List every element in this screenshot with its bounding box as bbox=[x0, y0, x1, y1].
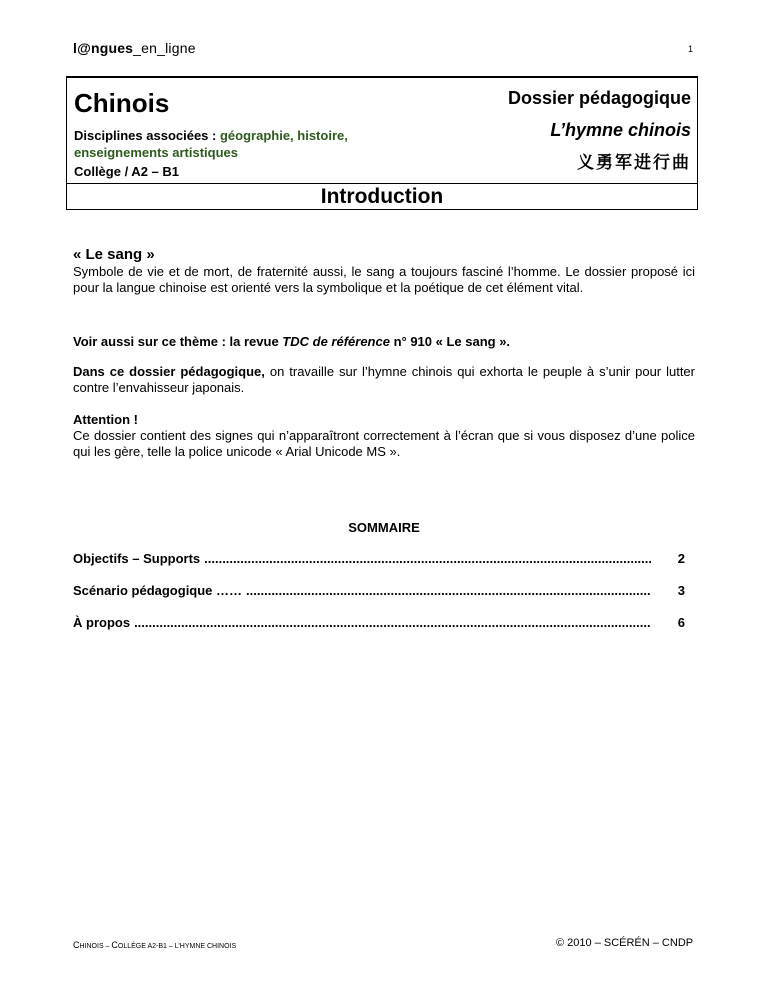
dossier-text: on travaille sur l’hymne chinois qui exhorta le peuple à s’unir pour lutter contre l’envahisseur japonais. bbox=[73, 364, 695, 395]
attention-paragraph bbox=[73, 412, 695, 460]
footer-part: HINOIS – bbox=[79, 943, 112, 950]
toc-item-scenario[interactable] bbox=[73, 583, 685, 598]
toc-title: SOMMAIRE bbox=[348, 520, 420, 535]
title-block bbox=[66, 76, 698, 184]
toc-dot-leader bbox=[134, 615, 651, 630]
disciplines-list: géographie, histoire, enseignements artistiques bbox=[74, 128, 348, 160]
section-title: « Le sang » bbox=[73, 246, 155, 263]
toc-item-objectifs[interactable] bbox=[73, 551, 685, 566]
dossier-bold-lead: Dans ce dossier pédagogique, bbox=[73, 364, 265, 379]
dossier-label: Dossier pédagogique bbox=[507, 88, 691, 108]
toc-item-label: À propos bbox=[73, 615, 131, 630]
footer-document-title bbox=[73, 940, 236, 950]
hymn-title: L’hymne chinois bbox=[550, 120, 691, 140]
attention-title: Attention ! bbox=[73, 412, 138, 427]
toc-dot-leader bbox=[246, 583, 651, 598]
disciplines-prefix: Disciplines associées : bbox=[74, 128, 217, 143]
intro-paragraph: Symbole de vie et de mort, de fraternité aussi, le sang a toujours fasciné l’homme. Le dossier proposé ici pour la langue chinoise est orienté vers la symbolique et la poétique de cet élément vital. bbox=[73, 264, 695, 295]
footer-part: OLLÈGE A2-B1 – L’ bbox=[117, 943, 180, 950]
footer-part: C bbox=[111, 940, 118, 950]
introduction-heading: Introduction bbox=[66, 183, 698, 210]
level-label: Collège / A2 – B1 bbox=[74, 164, 179, 179]
toc-item-apropos[interactable] bbox=[73, 615, 685, 630]
toc-item-label: Scénario pédagogique …… bbox=[73, 583, 243, 598]
disciplines bbox=[74, 127, 364, 161]
see-also-review: TDC de référence bbox=[282, 334, 390, 349]
site-logo bbox=[73, 40, 196, 56]
see-also-suffix: n° 910 « Le sang ». bbox=[389, 334, 511, 349]
see-also-paragraph bbox=[73, 334, 695, 350]
footer-part: C bbox=[73, 940, 80, 950]
footer-part: HYMNE CHINOIS bbox=[179, 943, 237, 950]
attention-text: Ce dossier contient des signes qui n’apparaîtront correctement à l’écran que si vous disposez d’une police qui les gère, telle la police unicode « Arial Unicode MS ». bbox=[73, 428, 695, 459]
footer-copyright: © 2010 – SCÉRÉN – CNDP bbox=[556, 937, 694, 949]
hymn-chinese-title: 义勇军进行曲 bbox=[577, 153, 691, 172]
subject-title: Chinois bbox=[74, 88, 170, 118]
toc-dot-leader bbox=[204, 551, 651, 566]
logo-bold-text: l@ngues bbox=[73, 40, 134, 56]
dossier-paragraph bbox=[73, 364, 695, 396]
toc-item-page: 6 bbox=[677, 615, 685, 630]
toc-item-page: 2 bbox=[677, 551, 685, 566]
page-number: 1 bbox=[688, 44, 694, 54]
see-also-prefix: Voir aussi sur ce thème : la revue bbox=[73, 334, 283, 349]
logo-rest-text: _en_ligne bbox=[133, 40, 196, 56]
toc-item-label: Objectifs – Supports bbox=[73, 551, 201, 566]
toc-item-page: 3 bbox=[677, 583, 685, 598]
